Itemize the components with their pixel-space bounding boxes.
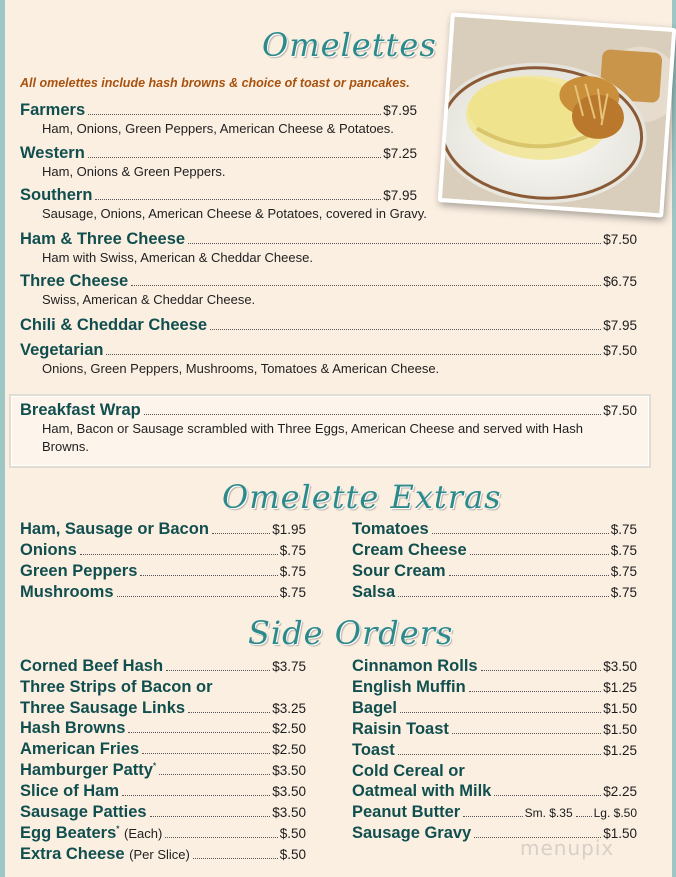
asterisk: * <box>116 824 120 834</box>
leader-dots <box>106 354 601 355</box>
side-slice-of-ham <box>20 782 306 801</box>
side-corned-beef-hash <box>20 657 306 676</box>
item-name <box>20 824 162 843</box>
omelette-photo <box>438 12 676 217</box>
item-price: $.75 <box>279 543 306 558</box>
side-toast <box>352 741 637 760</box>
item-vegetarian <box>20 341 637 378</box>
side-cinnamon-rolls <box>352 657 637 676</box>
item-description: Sausage, Onions, American Cheese & Potatoes, covered in Gravy. <box>42 206 427 221</box>
item-name: Corned Beef Hash <box>20 657 164 675</box>
item-price: $1.25 <box>603 743 637 758</box>
leader-dots <box>193 858 278 859</box>
side-extra-cheese <box>20 845 306 864</box>
item-price: $1.50 <box>603 826 637 841</box>
extra-sour-cream <box>352 562 637 581</box>
leader-dots <box>122 795 270 796</box>
right-border <box>672 0 676 877</box>
left-border <box>0 0 5 877</box>
item-name: Three Strips of Bacon or <box>20 678 213 696</box>
leader-dots <box>95 199 381 200</box>
side-egg-beaters <box>20 824 306 843</box>
side-oatmeal <box>352 782 637 801</box>
item-price: $.75 <box>610 543 637 558</box>
item-price: $3.50 <box>272 763 306 778</box>
side-bagel <box>352 699 637 718</box>
item-ham-three-cheese <box>20 230 637 267</box>
extra-onions <box>20 541 306 560</box>
leader-dots <box>469 691 602 692</box>
item-name: English Muffin <box>352 678 466 696</box>
item-name: Cream Cheese <box>352 541 467 559</box>
watermark: menupix <box>520 836 615 860</box>
item-price: $7.95 <box>383 188 417 203</box>
item-price: $2.25 <box>603 784 637 799</box>
side-english-muffin <box>352 678 637 697</box>
item-name: Toast <box>352 741 395 759</box>
item-name: Sausage Gravy <box>352 824 472 842</box>
item-name: Salsa <box>352 583 396 601</box>
leader-dots <box>188 243 601 244</box>
item-description: Ham with Swiss, American & Cheddar Cheese. <box>42 250 313 265</box>
extra-tomatoes <box>352 520 637 539</box>
leader-dots <box>88 157 381 158</box>
extra-cream-cheese <box>352 541 637 560</box>
omelettes-intro: All omelettes include hash browns & choice of toast or pancakes. <box>20 76 410 90</box>
leader-dots <box>166 670 270 671</box>
leader-dots <box>117 596 278 597</box>
item-name: Tomatoes <box>352 520 429 538</box>
leader-dots <box>188 712 270 713</box>
asterisk: * <box>152 761 157 771</box>
item-price: $3.50 <box>272 805 306 820</box>
side-cold-cereal <box>352 762 637 781</box>
item-name: Bagel <box>352 699 397 717</box>
sides-title: Side Orders <box>248 614 454 652</box>
item-description: Ham, Onions, Green Peppers, American Cheese & Potatoes. <box>42 121 394 136</box>
leader-dots <box>463 816 522 817</box>
side-hamburger-patty <box>20 761 306 780</box>
item-price: $3.50 <box>603 659 637 674</box>
side-sausage-links <box>20 699 306 718</box>
side-american-fries <box>20 740 306 759</box>
leader-dots <box>128 732 270 733</box>
item-name-text: Extra Cheese <box>20 845 125 863</box>
leader-dots <box>470 554 609 555</box>
item-price: $.75 <box>610 564 637 579</box>
leader-dots <box>150 816 271 817</box>
item-price: $3.25 <box>272 701 306 716</box>
side-hash-browns <box>20 719 306 738</box>
item-name <box>20 845 190 864</box>
item-note: (Each) <box>124 826 163 841</box>
item-name: Oatmeal with Milk <box>352 782 492 800</box>
leader-dots <box>210 329 601 330</box>
item-price: $1.50 <box>603 722 637 737</box>
leader-dots <box>432 533 609 534</box>
item-price: $3.75 <box>272 659 306 674</box>
leader-dots <box>159 774 270 775</box>
item-breakfast-wrap <box>20 401 637 456</box>
item-name: Slice of Ham <box>20 782 120 800</box>
leader-dots <box>140 575 277 576</box>
leader-dots <box>576 816 592 817</box>
item-price-large: Lg. $.50 <box>593 806 637 820</box>
item-name: Southern <box>20 186 93 204</box>
item-name: Chili & Cheddar Cheese <box>20 316 208 334</box>
item-name: Breakfast Wrap <box>20 401 141 419</box>
extra-salsa <box>352 583 637 602</box>
item-chili-cheddar <box>20 316 637 335</box>
item-name <box>20 761 156 780</box>
leader-dots <box>400 712 601 713</box>
item-price: $.75 <box>279 564 306 579</box>
item-price: $.75 <box>610 585 637 600</box>
item-name: Cold Cereal or <box>352 762 465 780</box>
item-name: Vegetarian <box>20 341 104 359</box>
item-price: $6.75 <box>603 274 637 289</box>
item-price: $.75 <box>610 522 637 537</box>
extras-title: Omelette Extras <box>222 478 502 516</box>
item-price: $2.50 <box>272 721 306 736</box>
leader-dots <box>131 285 601 286</box>
leader-dots <box>398 596 609 597</box>
item-name: Three Sausage Links <box>20 699 186 717</box>
side-peanut-butter <box>352 803 637 822</box>
item-southern <box>20 186 427 223</box>
leader-dots <box>452 733 601 734</box>
leader-dots <box>142 753 270 754</box>
item-name: Sausage Patties <box>20 803 147 821</box>
side-bacon-strips <box>20 678 306 697</box>
item-price-small: Sm. $.35 <box>524 806 573 820</box>
leader-dots <box>481 670 602 671</box>
item-name: Sour Cream <box>352 562 446 580</box>
item-price: $.75 <box>279 585 306 600</box>
item-price: $1.95 <box>272 522 306 537</box>
extra-ham-sausage-bacon <box>20 520 306 539</box>
leader-dots <box>494 795 601 796</box>
item-name: American Fries <box>20 740 140 758</box>
item-description: Ham, Onions & Green Peppers. <box>42 164 226 179</box>
item-name: Raisin Toast <box>352 720 449 738</box>
item-price: $7.50 <box>603 343 637 358</box>
item-price: $7.50 <box>603 232 637 247</box>
extra-mushrooms <box>20 583 306 602</box>
item-price: $.50 <box>279 847 306 862</box>
item-price: $1.25 <box>603 680 637 695</box>
item-price: $.50 <box>279 826 306 841</box>
extra-green-peppers <box>20 562 306 581</box>
item-price: $7.50 <box>603 403 637 418</box>
leader-dots <box>449 575 609 576</box>
item-description: Ham, Bacon or Sausage scrambled with Three Eggs, American Cheese and served with Hash Browns. <box>42 421 583 454</box>
item-name: Hash Browns <box>20 719 126 737</box>
item-price: $7.25 <box>383 146 417 161</box>
item-name: Three Cheese <box>20 272 129 290</box>
leader-dots <box>88 114 381 115</box>
item-name: Western <box>20 144 85 162</box>
side-sausage-patties <box>20 803 306 822</box>
item-name: Mushrooms <box>20 583 114 601</box>
leader-dots <box>398 754 601 755</box>
item-description: Onions, Green Peppers, Mushrooms, Tomatoes & American Cheese. <box>42 361 440 376</box>
item-farmers <box>20 101 417 138</box>
item-name: Ham, Sausage or Bacon <box>20 520 209 538</box>
item-description: Swiss, American & Cheddar Cheese. <box>42 292 256 307</box>
item-price: $3.50 <box>272 784 306 799</box>
side-raisin-toast <box>352 720 637 739</box>
item-price: $1.50 <box>603 701 637 716</box>
item-name: Farmers <box>20 101 86 119</box>
item-name-text: Hamburger Patty <box>20 761 153 779</box>
item-name-text: Egg Beaters <box>20 824 117 842</box>
item-name: Cinnamon Rolls <box>352 657 478 675</box>
item-name: Ham & Three Cheese <box>20 230 186 248</box>
item-price: $7.95 <box>383 103 417 118</box>
leader-dots <box>165 837 277 838</box>
leader-dots <box>144 414 601 415</box>
leader-dots <box>212 533 270 534</box>
item-note: (Per Slice) <box>129 847 190 862</box>
item-name: Onions <box>20 541 77 559</box>
item-name: Peanut Butter <box>352 803 461 821</box>
leader-dots <box>80 554 278 555</box>
item-western <box>20 144 417 181</box>
item-price: $7.95 <box>603 318 637 333</box>
item-three-cheese <box>20 272 637 309</box>
item-name: Green Peppers <box>20 562 138 580</box>
omelettes-title: Omelettes <box>262 26 437 64</box>
item-price: $2.50 <box>272 742 306 757</box>
